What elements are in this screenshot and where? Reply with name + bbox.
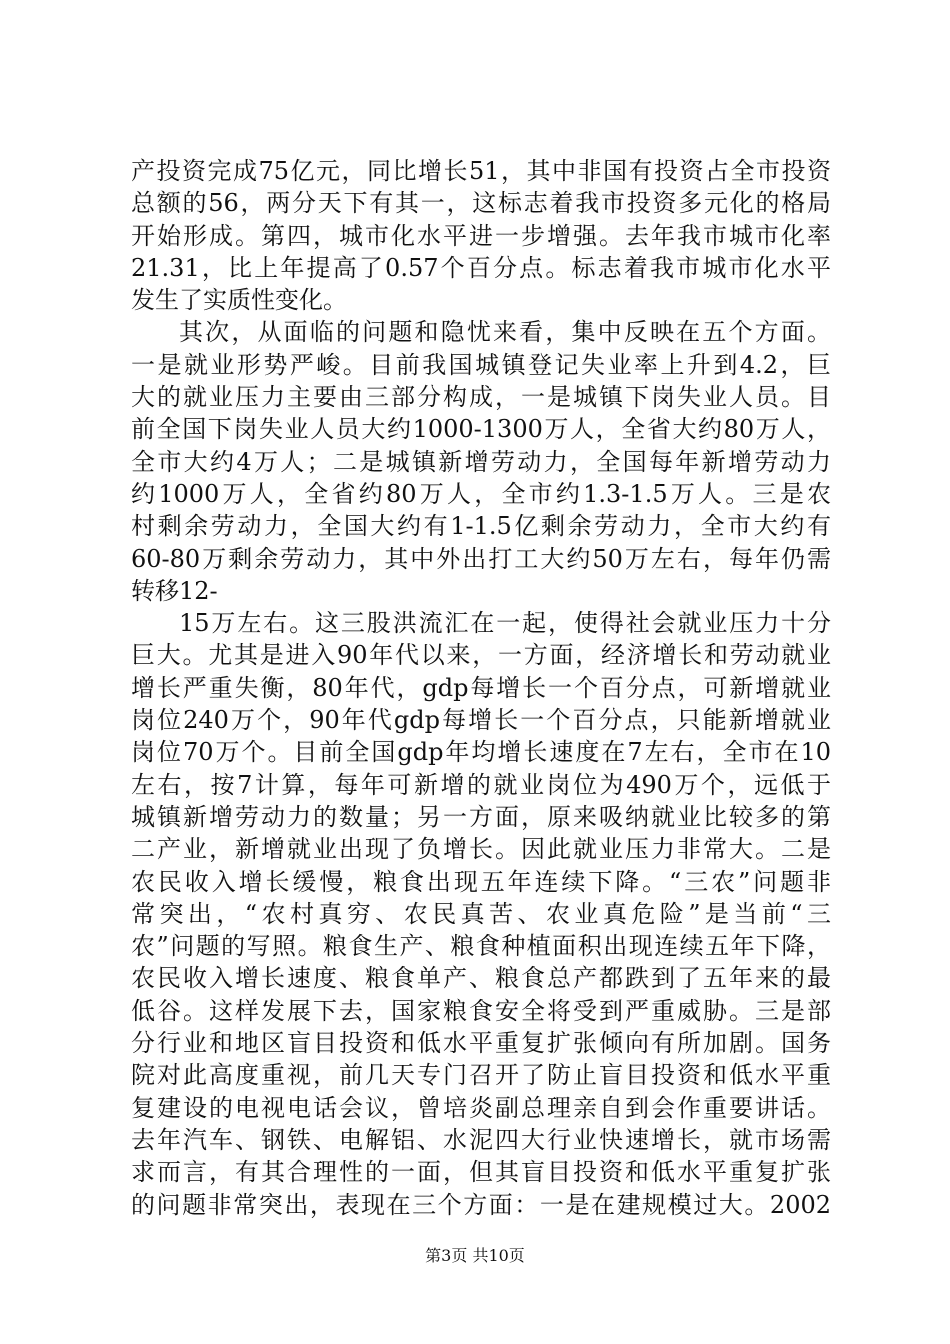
text-line: 常突出，“农村真穷、农民真苦、农业真危险”是当前“三 [131, 899, 831, 928]
text-line: 开始形成。第四，城市化水平进一步增强。去年我市城市化率 [131, 221, 831, 250]
text-line: 21.31，比上年提高了0.57个百分点。标志着我市城市化水平 [131, 253, 831, 282]
text-line: 增长严重失衡，80年代，gdp每增长一个百分点，可新增就业 [131, 673, 831, 702]
text-line: 巨大。尤其是进入90年代以来，一方面，经济增长和劳动就业 [131, 641, 831, 670]
text-line: 15万左右。这三股洪流汇在一起，使得社会就业压力十分 [179, 609, 831, 638]
text-line: 城镇新增劳动力的数量；另一方面，原来吸纳就业比较多的第 [131, 802, 831, 831]
text-line: 农”问题的写照。粮食生产、粮食种植面积出现连续五年下降， [131, 932, 831, 961]
text-line: 低谷。这样发展下去，国家粮食安全将受到严重威胁。三是部 [131, 996, 831, 1025]
text-line: 复建设的电视电话会议，曾培炎副总理亲自到会作重要讲话。 [131, 1093, 831, 1122]
text-line: 农民收入增长缓慢，粮食出现五年连续下降。“三农”问题非 [131, 867, 831, 896]
text-line: 发生了实质性变化。 [131, 286, 347, 315]
body-text [131, 155, 831, 1221]
text-line: 分行业和地区盲目投资和低水平重复扩张倾向有所加剧。国务 [131, 1029, 831, 1058]
page-number-footer: 第3页 共10页 [425, 1246, 525, 1265]
text-line: 农民收入增长速度、粮食单产、粮食总产都跌到了五年来的最 [131, 964, 831, 993]
text-line: 二产业，新增就业出现了负增长。因此就业压力非常大。二是 [131, 835, 831, 864]
text-line: 总额的56，两分天下有其一，这标志着我市投资多元化的格局 [131, 189, 831, 218]
text-line: 转移12- [131, 576, 218, 605]
text-line: 的问题非常突出，表现在三个方面：一是在建规模过大。2002 [131, 1190, 831, 1219]
text-line: 左右，按7计算，每年可新增的就业岗位为490万个，远低于 [131, 770, 831, 799]
text-line: 约1000万人，全省约80万人，全市约1.3-1.5万人。三是农 [131, 479, 831, 508]
text-line: 求而言，有其合理性的一面，但其盲目投资和低水平重复扩张 [131, 1158, 831, 1187]
text-line: 大的就业压力主要由三部分构成，一是城镇下岗失业人员。目 [131, 383, 831, 412]
text-line: 前全国下岗失业人员大约1000-1300万人，全省大约80万人， [131, 415, 831, 444]
text-line: 其次，从面临的问题和隐忧来看，集中反映在五个方面。 [179, 318, 831, 347]
text-line: 村剩余劳动力，全国大约有1-1.5亿剩余劳动力，全市大约有 [131, 512, 831, 541]
text-line: 岗位70万个。目前全国gdp年均增长速度在7左右，全市在10 [131, 738, 831, 767]
text-line: 产投资完成75亿元，同比增长51，其中非国有投资占全市投资 [131, 157, 831, 185]
text-line: 院对此高度重视，前几天专门召开了防止盲目投资和低水平重 [131, 1061, 831, 1090]
text-line: 60-80万剩余劳动力，其中外出打工大约50万左右，每年仍需 [131, 544, 831, 573]
text-line: 岗位240万个，90年代gdp每增长一个百分点，只能新增就业 [131, 706, 831, 735]
text-line: 一是就业形势严峻。目前我国城镇登记失业率上升到4.2，巨 [131, 350, 831, 379]
text-line: 全市大约4万人；二是城镇新增劳动力，全国每年新增劳动力 [131, 447, 831, 476]
text-line: 去年汽车、钢铁、电解铝、水泥四大行业快速增长，就市场需 [131, 1125, 831, 1154]
